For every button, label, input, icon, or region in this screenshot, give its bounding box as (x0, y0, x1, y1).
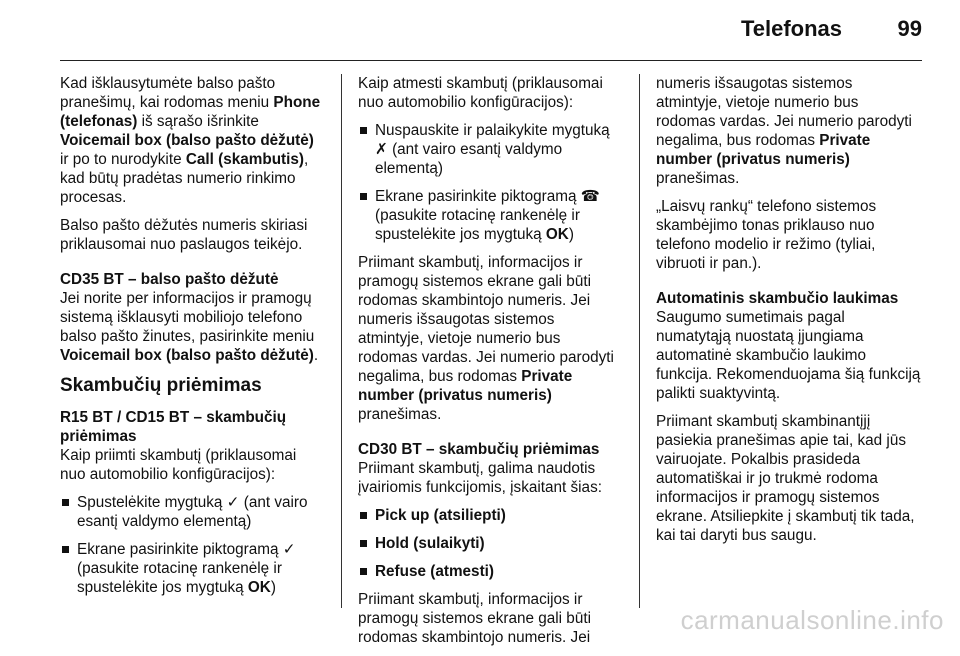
phone-pickup-icon: ✓ (282, 541, 296, 558)
subheading-cd35: CD35 BT – balso pašto dėžutė (60, 271, 279, 288)
section-heading: Skambučių priėmimas (60, 375, 262, 396)
column-2 (358, 74, 624, 656)
page-number: 99 (897, 16, 922, 41)
list-item: Ekrane pasirinkite piktogramą ☎ (pasukite rotacinę rankenėlę ir spustelėkite jos mygtuką OK) (358, 187, 624, 244)
phone-hangup-icon: ☎ (580, 188, 600, 205)
page-title: Telefonas (740, 16, 842, 41)
paragraph: Priimant skambutį, galima naudotis įvairiomis funkcijomis, įskaitant šias: (358, 460, 602, 496)
paragraph: „Laisvų rankų“ telefono sistemos skambėjimo tonas priklauso nuo telefono modelio ir režimo (tyliai, vibruoti ir pan.). (656, 198, 877, 272)
column-divider (341, 74, 342, 608)
subheading-auto: Automatinis skambučio laukimas (656, 290, 899, 307)
subheading-r15: R15 BT / CD15 BT – skambučių priėmimas (60, 409, 287, 445)
list-item: Refuse (atmesti) (358, 562, 624, 581)
paragraph: Kad išklausytumėte balso pašto pranešimų, kai rodomas meniu Phone (telefonas) iš sąrašo išrinkite Voicemail box (balso pašto dėžutė) ir po to nurodykite Call (skambutis), kad būtų pradėtas numerio rinkimo procesas. (60, 75, 321, 206)
list-item: Spustelėkite mygtuką ✓ (ant vairo esantį valdymo elementą) (60, 493, 326, 531)
paragraph: Kaip priimti skambutį (priklausomai nuo automobilio konfigūracijos): (60, 447, 297, 483)
paragraph: Kaip atmesti skambutį (priklausomai nuo automobilio konfigūracijos): (358, 75, 603, 111)
page-header (0, 0, 960, 62)
paragraph: Priimant skambutį skambinantįjį pasiekia pranešimas apie tai, kad jūs vairuojate. Pokalbis prasideda automatiškai ir jo trukmė rodoma informacijos ir pramogų sistemos ekrane. Atsiliepkite į skambutį tik tada, kai tai daryti bus saugu. (656, 413, 915, 544)
paragraph: numeris išsaugotas sistemos atmintyje, vietoje numerio bus rodomas vardas. Jei numerio parodyti negalima, bus rodomas Private number (privatus numeris) pranešimas. (656, 75, 912, 187)
paragraph: Priimant skambutį, informacijos ir pramogų sistemos ekrane gali būti rodomas skambintojo numeris. Jei (358, 591, 591, 646)
list-item: Hold (sulaikyti) (358, 534, 624, 553)
column-3 (656, 74, 922, 554)
subheading-cd30: CD30 BT – skambučių priėmimas (358, 441, 600, 458)
paragraph: Saugumo sumetimais pagal numatytąją nuostatą įjungiama automatinė skambučio laukimo funkcija. Rekomenduojama šią funkciją palikti suaktyvintą. (656, 309, 921, 402)
phone-hangup-icon: ✗ (375, 141, 388, 158)
paragraph: Jei norite per informacijos ir pramogų sistemą išklausyti mobiliojo telefono balso pašto žinutes, pasirinkite meniu Voicemail box (balso pašto dėžutė). (60, 290, 319, 364)
phone-pickup-icon: ✓ (226, 494, 240, 511)
list-item: Ekrane pasirinkite piktogramą ✓ (pasukite rotacinę rankenėlę ir spustelėkite jos mygtuką OK) (60, 540, 326, 597)
list-item: Nuspauskite ir palaikykite mygtuką ✗ (ant vairo esantį valdymo elementą) (358, 121, 624, 178)
paragraph: Priimant skambutį, informacijos ir pramogų sistemos ekrane gali būti rodomas skambintojo numeris. Jei numeris išsaugotas sistemos atmintyje, vietoje numerio bus rodomas vardas. Jei numerio parodyti negalima, bus rodomas Private number (privatus numeris) pranešimas. (358, 254, 614, 423)
column-divider (639, 74, 640, 608)
list-item: Pick up (atsiliepti) (358, 506, 624, 525)
paragraph: Balso pašto dėžutės numeris skiriasi priklausomai nuo paslaugos teikėjo. (60, 217, 308, 253)
header-rule (60, 60, 922, 61)
column-1 (60, 74, 326, 606)
watermark: carmanualsonline.info (680, 605, 944, 635)
